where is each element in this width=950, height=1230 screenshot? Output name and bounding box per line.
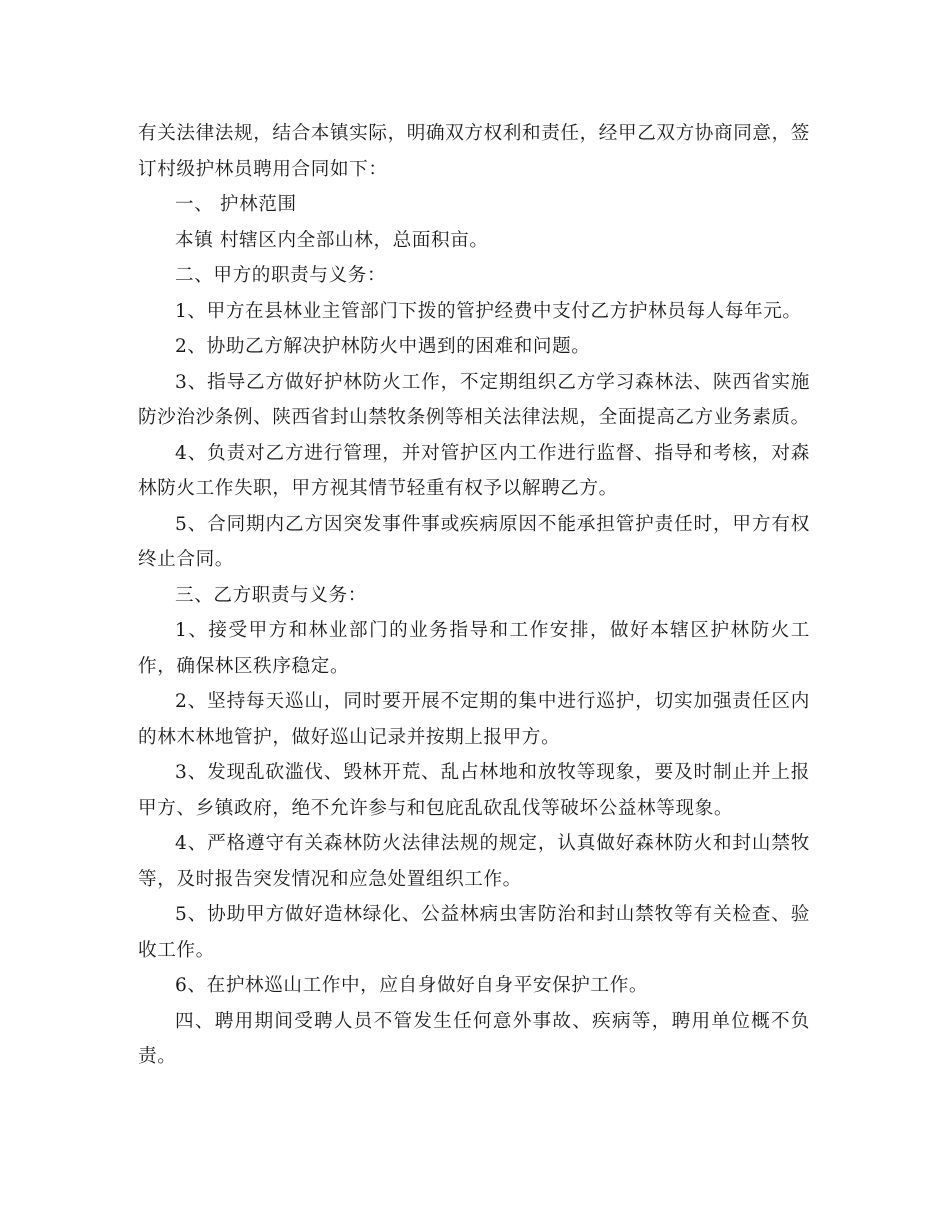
document-body (138, 116, 810, 1075)
clause-party-b-5: 5、协助甲方做好造林绿化、公益林病虫害防治和封山禁牧等有关检查、验收工作。 (138, 904, 810, 961)
clause-party-b-1: 1、接受甲方和林业部门的业务指导和工作安排，做好本辖区护林防火工作，确保林区秩序稳定。 (138, 620, 810, 677)
paragraph-patrol-scope: 本镇 村辖区内全部山林，总面积亩。 (175, 229, 489, 251)
clause-party-a-4: 4、负责对乙方进行管理，并对管护区内工作进行监督、指导和考核，对森林防火工作失职，甲方视其情节轻重有权予以解聘乙方。 (138, 442, 810, 499)
section-liability-clause: 四、聘用期间受聘人员不管发生任何意外事故、疾病等，聘用单位概不负责。 (138, 1010, 810, 1067)
clause-party-a-5: 5、合同期内乙方因突发事件事或疾病原因不能承担管护责任时，甲方有权终止合同。 (138, 513, 810, 570)
section-heading-party-b: 三、乙方职责与义务： (175, 584, 367, 606)
clause-party-b-2: 2、坚持每天巡山，同时要开展不定期的集中进行巡护，切实加强责任区内的林木林地管护，做好巡山记录并按期上报甲方。 (138, 691, 810, 748)
section-heading-party-a: 二、甲方的职责与义务： (175, 265, 387, 286)
paragraph-intro: 有关法律法规，结合本镇实际，明确双方权利和责任，经甲乙双方协商同意，签订村级护林员聘用合同如下： (138, 123, 810, 180)
clause-party-b-6: 6、在护林巡山工作中，应自身做好自身平安保护工作。 (175, 975, 649, 996)
clause-party-a-1: 1、甲方在县林业主管部门下拨的管护经费中支付乙方护林员每人每年元。 (175, 300, 802, 322)
clause-party-b-3: 3、发现乱砍滥伐、毁林开荒、乱占林地和放牧等现象，要及时制止并上报甲方、乡镇政府，绝不允许参与和包庇乱砍乱伐等破坏公益林等现象。 (138, 762, 810, 819)
clause-party-a-2: 2、协助乙方解决护林防火中遇到的困难和问题。 (175, 336, 591, 357)
clause-party-b-4: 4、严格遵守有关森林防火法律法规的规定，认真做好森林防火和封山禁牧等，及时报告突发情况和应急处置组织工作。 (138, 833, 810, 890)
section-heading-patrol-scope: 一、 护林范围 (175, 194, 297, 215)
clause-party-a-3: 3、指导乙方做好护林防火工作，不定期组织乙方学习森林法、陕西省实施防沙治沙条例、陕西省封山禁牧条例等相关法律法规，全面提高乙方业务素质。 (138, 371, 810, 428)
